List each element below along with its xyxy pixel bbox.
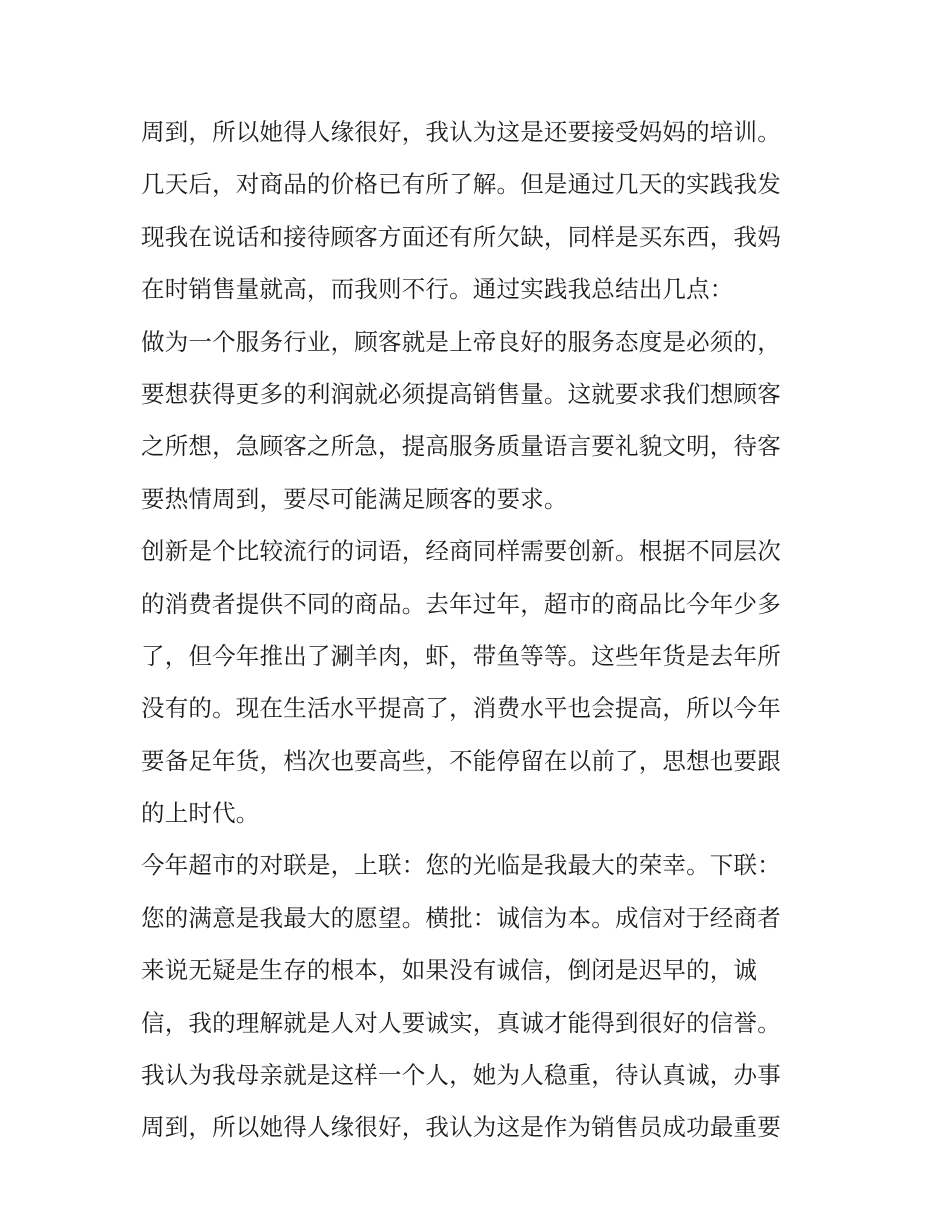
text-line: 在时销售量就高，而我则不行。通过实践我总结出几点： <box>141 275 734 304</box>
text-line: 的消费者提供不同的商品。去年过年，超市的商品比今年少多 <box>141 589 781 618</box>
text-line: 您的满意是我最大的愿望。横批：诚信为本。成信对于经商者 <box>141 903 781 932</box>
text-line: 来说无疑是生存的根本，如果没有诚信，倒闭是迟早的，诚 <box>141 956 758 985</box>
text-line: 我认为我母亲就是这样一个人，她为人稳重，待认真诚，办事 <box>141 1061 781 1090</box>
text-line: 做为一个服务行业，顾客就是上帝良好的服务态度是必须的， <box>141 327 781 356</box>
text-line: 信，我的理解就是人对人要诚实，真诚才能得到很好的信誉。 <box>141 1008 781 1037</box>
text-line: 要想获得更多的利润就必须提高销售量。这就要求我们想顾客 <box>141 379 781 408</box>
text-line: 今年超市的对联是，上联：您的光临是我最大的荣幸。下联： <box>141 851 781 880</box>
text-line: 要备足年货，档次也要高些，不能停留在以前了，思想也要跟 <box>141 746 781 775</box>
text-line: 要热情周到，要尽可能满足顾客的要求。 <box>141 484 568 513</box>
text-line: 周到，所以她得人缘很好，我认为这是还要接受妈妈的培训。 <box>141 118 781 146</box>
text-line: 的上时代。 <box>141 799 260 828</box>
text-line: 之所想，急顾客之所急，提高服务质量语言要礼貌文明，待客 <box>141 432 781 461</box>
text-line: 几天后，对商品的价格已有所了解。但是通过几天的实践我发 <box>141 170 781 199</box>
body-text <box>141 106 821 1154</box>
text-line: 了，但今年推出了涮羊肉，虾，带鱼等等。这些年货是去年所 <box>141 641 781 670</box>
text-line: 创新是个比较流行的词语，经商同样需要创新。根据不同层次 <box>141 537 781 566</box>
text-line: 现我在说话和接待顾客方面还有所欠缺，同样是买东西，我妈 <box>141 222 781 251</box>
text-line: 周到，所以她得人缘很好，我认为这是作为销售员成功最重要 <box>141 1113 781 1142</box>
text-line: 没有的。现在生活水平提高了，消费水平也会提高，所以今年 <box>141 694 781 723</box>
